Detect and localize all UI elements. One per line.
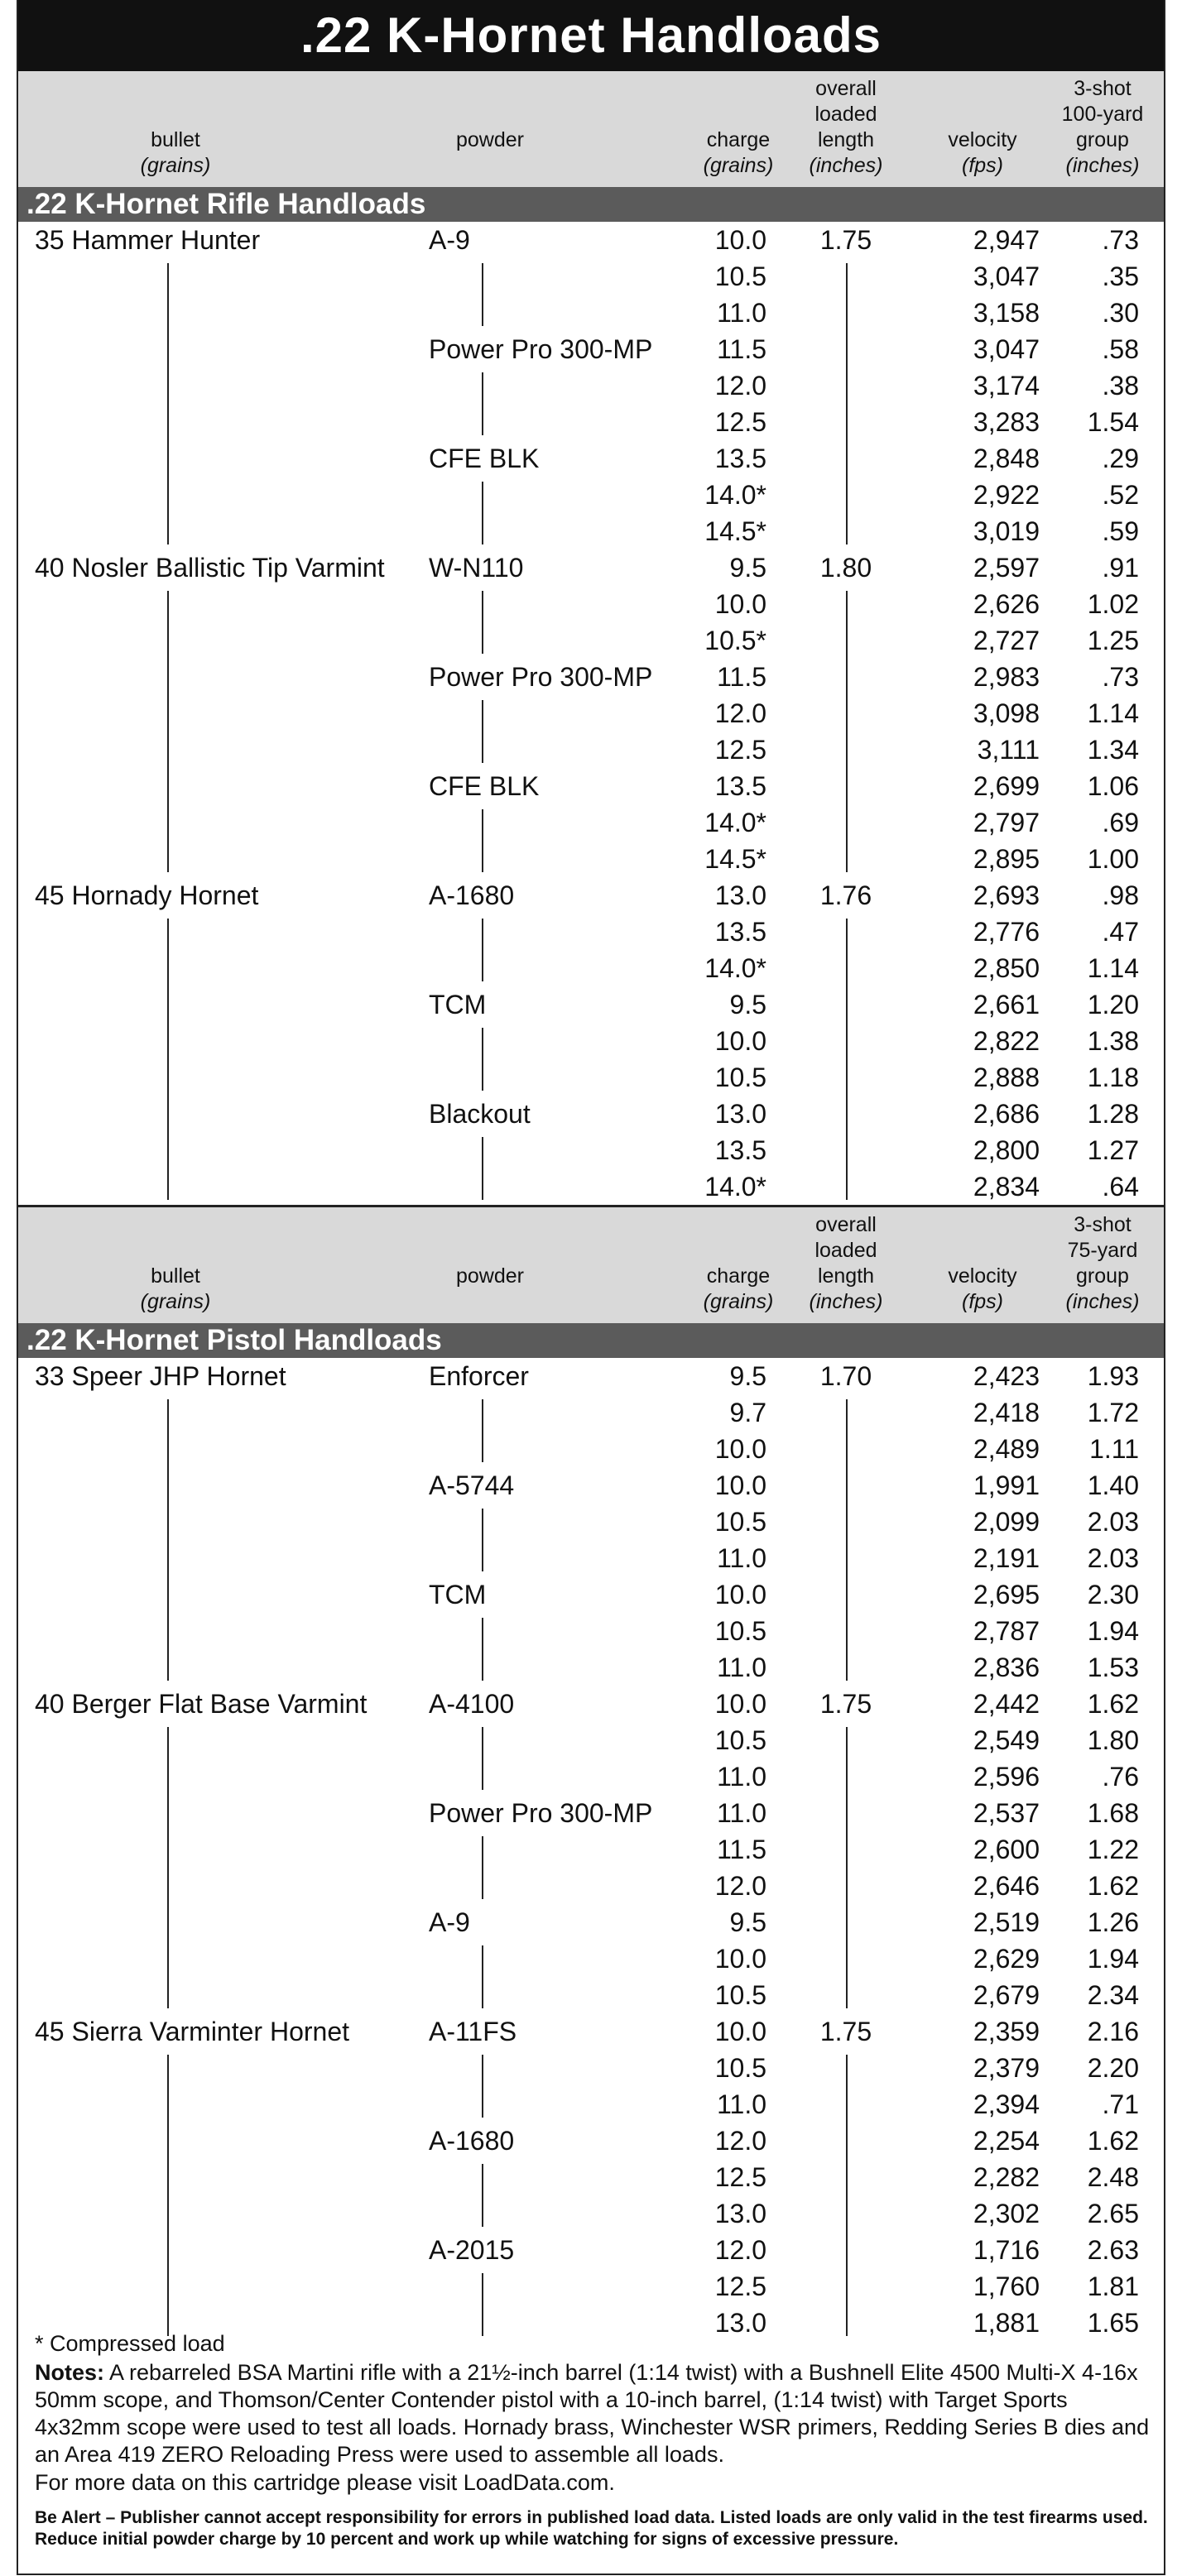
notes-label: Notes: bbox=[35, 2360, 105, 2385]
continuation-line bbox=[167, 2055, 169, 2336]
rifle-section-title: .22 K-Hornet Rifle Handloads bbox=[18, 187, 1164, 222]
table-row bbox=[18, 1831, 1164, 1868]
charge-cell: 14.5* bbox=[704, 844, 766, 874]
group-cell: 1.62 bbox=[1087, 1871, 1139, 1901]
continuation-line bbox=[167, 263, 169, 544]
group-cell: 1.02 bbox=[1087, 589, 1139, 619]
table-row bbox=[18, 1394, 1164, 1431]
charge-cell: 10.5* bbox=[704, 626, 766, 655]
continuation-line bbox=[846, 1727, 848, 2008]
velocity-cell: 3,174 bbox=[973, 371, 1040, 401]
table-row bbox=[18, 367, 1164, 404]
charge-cell: 13.0 bbox=[714, 1099, 766, 1129]
group-cell: 1.00 bbox=[1087, 844, 1139, 874]
continuation-line bbox=[482, 1399, 483, 1462]
charge-cell: 11.0 bbox=[717, 1543, 766, 1573]
charge-cell: 12.0 bbox=[714, 2126, 766, 2156]
continuation-line bbox=[482, 1137, 483, 1200]
powder-cell: A-9 bbox=[429, 1907, 470, 1937]
table-row bbox=[18, 1023, 1164, 1059]
table-row bbox=[18, 768, 1164, 804]
header-bullet: bullet (grains) bbox=[140, 1264, 211, 1313]
velocity-cell: 2,379 bbox=[973, 2053, 1040, 2083]
group-cell: .58 bbox=[1102, 334, 1139, 364]
velocity-cell: 2,442 bbox=[973, 1689, 1040, 1719]
velocity-cell: 2,888 bbox=[973, 1063, 1040, 1092]
header-powder: powder bbox=[456, 1264, 524, 1288]
header-velocity: velocity (fps) bbox=[948, 128, 1017, 177]
powder-cell: A-5744 bbox=[429, 1470, 515, 1500]
table-row bbox=[18, 1540, 1164, 1576]
continuation-line bbox=[846, 1399, 848, 1681]
velocity-cell: 2,850 bbox=[973, 953, 1040, 983]
oal-cell: 1.75 bbox=[819, 2017, 872, 2046]
group-cell: .98 bbox=[1102, 880, 1139, 910]
header-oal: overall loaded length (inches) bbox=[809, 77, 883, 177]
velocity-cell: 3,098 bbox=[973, 698, 1040, 728]
velocity-cell: 2,596 bbox=[973, 1762, 1040, 1792]
continuation-line bbox=[846, 919, 848, 1200]
velocity-cell: 2,947 bbox=[973, 225, 1040, 255]
group-cell: 2.03 bbox=[1087, 1507, 1139, 1537]
table-row bbox=[18, 732, 1164, 768]
header-group: 3-shot 75-yard group (inches) bbox=[1065, 1213, 1140, 1313]
pistol-section-title: .22 K-Hornet Pistol Handloads bbox=[18, 1323, 1164, 1358]
velocity-cell: 3,158 bbox=[973, 298, 1040, 328]
continuation-line bbox=[482, 1028, 483, 1091]
group-cell: 1.25 bbox=[1087, 626, 1139, 655]
charge-cell: 10.5 bbox=[714, 2053, 766, 2083]
header-powder: powder bbox=[456, 128, 524, 151]
group-cell: .59 bbox=[1102, 516, 1139, 546]
powder-cell: Enforcer bbox=[429, 1361, 529, 1391]
notes-text: A rebarreled BSA Martini rifle with a 21½-inch barrel (1:14 twist) with a Bushnell Elite 4500 Multi-X 4-16x 50mm scope, and Thomson/Center Contender pistol with a 10-inch barrel, (1:14 twist) with Target Sports 4x32mm scope were used to test all loads. Hornady brass, Winchester WSR primers, Redding Series B dies and an Area 419 ZERO Reloading Press were used to assemble all loads. bbox=[35, 2360, 1150, 2467]
header-bullet: bullet (grains) bbox=[140, 128, 211, 177]
table-row bbox=[18, 2013, 1164, 2050]
bullet-cell: 40 Nosler Ballistic Tip Varmint bbox=[35, 553, 385, 583]
table-row bbox=[18, 877, 1164, 914]
group-cell: .30 bbox=[1102, 298, 1139, 328]
powder-cell: Power Pro 300-MP bbox=[429, 334, 653, 364]
charge-cell: 10.0 bbox=[714, 589, 766, 619]
group-cell: .64 bbox=[1102, 1172, 1139, 1202]
group-cell: .91 bbox=[1102, 553, 1139, 583]
table-row bbox=[18, 1358, 1164, 1394]
group-cell: 2.30 bbox=[1087, 1580, 1139, 1609]
velocity-cell: 2,626 bbox=[973, 589, 1040, 619]
velocity-cell: 2,727 bbox=[973, 626, 1040, 655]
continuation-line bbox=[846, 2055, 848, 2336]
charge-cell: 14.0* bbox=[704, 808, 766, 837]
velocity-cell: 3,111 bbox=[977, 735, 1040, 765]
pistol-column-header bbox=[18, 1207, 1164, 1323]
group-cell: 1.72 bbox=[1087, 1398, 1139, 1427]
continuation-line bbox=[482, 1727, 483, 1790]
table-row bbox=[18, 914, 1164, 950]
powder-cell: Power Pro 300-MP bbox=[429, 1798, 653, 1828]
charge-cell: 12.5 bbox=[714, 2271, 766, 2301]
velocity-cell: 2,661 bbox=[973, 990, 1040, 1019]
charge-cell: 14.0* bbox=[704, 480, 766, 510]
table-row bbox=[18, 1722, 1164, 1758]
charge-cell: 12.0 bbox=[714, 371, 766, 401]
continuation-line bbox=[167, 919, 169, 1200]
group-cell: 1.11 bbox=[1089, 1434, 1139, 1464]
charge-cell: 10.0 bbox=[714, 225, 766, 255]
table-row bbox=[18, 222, 1164, 258]
table-row bbox=[18, 513, 1164, 549]
group-cell: .47 bbox=[1102, 917, 1139, 947]
velocity-cell: 2,549 bbox=[973, 1725, 1040, 1755]
charge-cell: 10.5 bbox=[714, 1507, 766, 1537]
charge-cell: 10.0 bbox=[714, 1434, 766, 1464]
table-row bbox=[18, 2268, 1164, 2305]
continuation-line bbox=[846, 591, 848, 872]
continuation-line bbox=[482, 591, 483, 654]
header-oal: overall loaded length (inches) bbox=[809, 1213, 883, 1313]
velocity-cell: 1,991 bbox=[973, 1470, 1040, 1500]
table-row bbox=[18, 1686, 1164, 1722]
charge-cell: 14.5* bbox=[704, 516, 766, 546]
charge-cell: 10.0 bbox=[714, 1470, 766, 1500]
velocity-cell: 2,699 bbox=[973, 771, 1040, 801]
charge-cell: 13.0 bbox=[714, 2308, 766, 2338]
charge-cell: 11.0 bbox=[717, 1762, 766, 1792]
continuation-line bbox=[482, 1509, 483, 1571]
compressed-note: * Compressed load bbox=[35, 2331, 225, 2356]
charge-cell: 13.5 bbox=[714, 444, 766, 473]
charge-cell: 10.0 bbox=[714, 1944, 766, 1974]
velocity-cell: 2,423 bbox=[973, 1361, 1040, 1391]
velocity-cell: 2,489 bbox=[973, 1434, 1040, 1464]
powder-cell: TCM bbox=[429, 1580, 487, 1609]
header-charge: charge (grains) bbox=[703, 128, 774, 177]
group-cell: 1.94 bbox=[1087, 1616, 1139, 1646]
velocity-cell: 2,787 bbox=[973, 1616, 1040, 1646]
velocity-cell: 2,695 bbox=[973, 1580, 1040, 1609]
group-cell: 1.06 bbox=[1087, 771, 1139, 801]
group-cell: 1.26 bbox=[1087, 1907, 1139, 1937]
charge-cell: 9.7 bbox=[729, 1398, 766, 1427]
velocity-cell: 2,679 bbox=[973, 1980, 1040, 2010]
powder-cell: A-1680 bbox=[429, 2126, 515, 2156]
charge-cell: 14.0* bbox=[704, 953, 766, 983]
velocity-cell: 2,983 bbox=[973, 662, 1040, 692]
group-cell: 2.48 bbox=[1087, 2162, 1139, 2192]
group-cell: 2.65 bbox=[1087, 2199, 1139, 2228]
group-cell: 2.34 bbox=[1087, 1980, 1139, 2010]
velocity-cell: 2,537 bbox=[973, 1798, 1040, 1828]
group-cell: 1.18 bbox=[1087, 1063, 1139, 1092]
group-cell: 2.16 bbox=[1087, 2017, 1139, 2046]
table-row bbox=[18, 659, 1164, 695]
group-cell: .76 bbox=[1102, 1762, 1139, 1792]
charge-cell: 13.5 bbox=[714, 1135, 766, 1165]
table-row bbox=[18, 1467, 1164, 1504]
continuation-line bbox=[846, 263, 848, 544]
velocity-cell: 1,760 bbox=[973, 2271, 1040, 2301]
table-row bbox=[18, 841, 1164, 877]
continuation-line bbox=[167, 1399, 169, 1681]
table-row bbox=[18, 1168, 1164, 1205]
table-row bbox=[18, 1613, 1164, 1649]
velocity-cell: 1,716 bbox=[973, 2235, 1040, 2265]
bullet-cell: 45 Hornady Hornet bbox=[35, 880, 259, 910]
continuation-line bbox=[482, 2273, 483, 2336]
velocity-cell: 3,047 bbox=[973, 334, 1040, 364]
group-cell: 1.40 bbox=[1087, 1470, 1139, 1500]
charge-cell: 13.0 bbox=[714, 880, 766, 910]
velocity-cell: 2,519 bbox=[973, 1907, 1040, 1937]
continuation-line bbox=[482, 919, 483, 981]
table-row bbox=[18, 2232, 1164, 2268]
group-cell: 1.65 bbox=[1087, 2308, 1139, 2338]
group-cell: 1.28 bbox=[1087, 1099, 1139, 1129]
load-data-table bbox=[17, 0, 1165, 2575]
oal-cell: 1.80 bbox=[819, 553, 872, 583]
velocity-cell: 2,686 bbox=[973, 1099, 1040, 1129]
table-row bbox=[18, 2086, 1164, 2123]
group-cell: 1.80 bbox=[1087, 1725, 1139, 1755]
notes bbox=[35, 2359, 1152, 2468]
charge-cell: 11.0 bbox=[717, 298, 766, 328]
group-cell: .52 bbox=[1102, 480, 1139, 510]
oal-cell: 1.70 bbox=[819, 1361, 872, 1391]
charge-cell: 10.0 bbox=[714, 1580, 766, 1609]
charge-cell: 10.0 bbox=[714, 1689, 766, 1719]
charge-cell: 12.0 bbox=[714, 1871, 766, 1901]
table-row bbox=[18, 1504, 1164, 1540]
group-cell: 1.38 bbox=[1087, 1026, 1139, 1056]
oal-cell: 1.75 bbox=[819, 225, 872, 255]
continuation-line bbox=[482, 2055, 483, 2118]
charge-cell: 10.5 bbox=[714, 1725, 766, 1755]
powder-cell: Blackout bbox=[429, 1099, 531, 1129]
velocity-cell: 3,283 bbox=[973, 407, 1040, 437]
table-row bbox=[18, 258, 1164, 295]
velocity-cell: 2,797 bbox=[973, 808, 1040, 837]
group-cell: 1.81 bbox=[1087, 2271, 1139, 2301]
charge-cell: 10.5 bbox=[714, 261, 766, 291]
group-cell: 2.03 bbox=[1087, 1543, 1139, 1573]
group-cell: 2.63 bbox=[1087, 2235, 1139, 2265]
table-row bbox=[18, 622, 1164, 659]
continuation-line bbox=[482, 1836, 483, 1899]
table-row bbox=[18, 1795, 1164, 1831]
table-row bbox=[18, 1758, 1164, 1795]
bullet-cell: 40 Berger Flat Base Varmint bbox=[35, 1689, 368, 1719]
table-row bbox=[18, 1096, 1164, 1132]
page-title: .22 K-Hornet Handloads bbox=[18, 0, 1164, 71]
table-row bbox=[18, 331, 1164, 367]
charge-cell: 9.5 bbox=[729, 1907, 766, 1937]
group-cell: 1.14 bbox=[1087, 698, 1139, 728]
table-row bbox=[18, 986, 1164, 1023]
continuation-line bbox=[482, 1618, 483, 1681]
charge-cell: 12.5 bbox=[714, 407, 766, 437]
table-row bbox=[18, 1649, 1164, 1686]
continuation-line bbox=[482, 263, 483, 326]
table-row bbox=[18, 1977, 1164, 2013]
powder-cell: A-1680 bbox=[429, 880, 515, 910]
charge-cell: 13.0 bbox=[714, 2199, 766, 2228]
group-cell: 1.94 bbox=[1087, 1944, 1139, 1974]
table-row bbox=[18, 950, 1164, 986]
powder-cell: Power Pro 300-MP bbox=[429, 662, 653, 692]
charge-cell: 14.0* bbox=[704, 1172, 766, 1202]
charge-cell: 11.0 bbox=[717, 2089, 766, 2119]
group-cell: 1.22 bbox=[1087, 1835, 1139, 1864]
group-cell: .69 bbox=[1102, 808, 1139, 837]
velocity-cell: 2,191 bbox=[973, 1543, 1040, 1573]
table-row bbox=[18, 2123, 1164, 2159]
header-group: 3-shot 100-yard group (inches) bbox=[1061, 77, 1144, 177]
continuation-line bbox=[482, 809, 483, 872]
powder-cell: A-2015 bbox=[429, 2235, 515, 2265]
bullet-cell: 45 Sierra Varminter Hornet bbox=[35, 2017, 349, 2046]
velocity-cell: 2,394 bbox=[973, 2089, 1040, 2119]
group-cell: 1.27 bbox=[1087, 1135, 1139, 1165]
velocity-cell: 3,047 bbox=[973, 261, 1040, 291]
velocity-cell: 2,597 bbox=[973, 553, 1040, 583]
table-row bbox=[18, 1868, 1164, 1904]
velocity-cell: 2,848 bbox=[973, 444, 1040, 473]
charge-cell: 11.5 bbox=[717, 662, 766, 692]
table-row bbox=[18, 2159, 1164, 2195]
table-row bbox=[18, 695, 1164, 732]
group-cell: 1.20 bbox=[1087, 990, 1139, 1019]
continuation-line bbox=[482, 1945, 483, 2008]
charge-cell: 12.5 bbox=[714, 2162, 766, 2192]
table-row bbox=[18, 1059, 1164, 1096]
velocity-cell: 2,646 bbox=[973, 1871, 1040, 1901]
table-row bbox=[18, 1904, 1164, 1940]
group-cell: .29 bbox=[1102, 444, 1139, 473]
group-cell: 1.34 bbox=[1087, 735, 1139, 765]
velocity-cell: 2,836 bbox=[973, 1653, 1040, 1682]
velocity-cell: 2,302 bbox=[973, 2199, 1040, 2228]
powder-cell: A-11FS bbox=[429, 2017, 517, 2046]
more-data-note: For more data on this cartridge please visit LoadData.com. bbox=[35, 2470, 615, 2495]
charge-cell: 9.5 bbox=[729, 990, 766, 1019]
table-row bbox=[18, 440, 1164, 477]
charge-cell: 13.5 bbox=[714, 771, 766, 801]
powder-cell: TCM bbox=[429, 990, 487, 1019]
group-cell: 1.68 bbox=[1087, 1798, 1139, 1828]
charge-cell: 11.5 bbox=[717, 1835, 766, 1864]
alert-disclaimer: Be Alert – Publisher cannot accept responsibility for errors in published load data. Listed loads are only valid in the test firearms used. Reduce initial powder charge by 10 percent and work up while watching for signs of excessive pressure. bbox=[35, 2508, 1148, 2549]
velocity-cell: 2,359 bbox=[973, 2017, 1040, 2046]
table-row bbox=[18, 1132, 1164, 1168]
header-charge: charge (grains) bbox=[703, 1264, 774, 1313]
group-cell: .35 bbox=[1102, 261, 1139, 291]
group-cell: 1.62 bbox=[1087, 1689, 1139, 1719]
group-cell: 1.62 bbox=[1087, 2126, 1139, 2156]
continuation-line bbox=[482, 482, 483, 544]
charge-cell: 11.5 bbox=[717, 334, 766, 364]
velocity-cell: 2,895 bbox=[973, 844, 1040, 874]
velocity-cell: 2,254 bbox=[973, 2126, 1040, 2156]
charge-cell: 13.5 bbox=[714, 917, 766, 947]
velocity-cell: 2,822 bbox=[973, 1026, 1040, 1056]
charge-cell: 10.0 bbox=[714, 1026, 766, 1056]
charge-cell: 10.5 bbox=[714, 1616, 766, 1646]
group-cell: .73 bbox=[1102, 662, 1139, 692]
charge-cell: 9.5 bbox=[729, 553, 766, 583]
group-cell: 1.93 bbox=[1087, 1361, 1139, 1391]
charge-cell: 10.5 bbox=[714, 1980, 766, 2010]
charge-cell: 12.0 bbox=[714, 2235, 766, 2265]
continuation-line bbox=[482, 700, 483, 763]
table-row bbox=[18, 295, 1164, 331]
powder-cell: CFE BLK bbox=[429, 771, 540, 801]
velocity-cell: 2,282 bbox=[973, 2162, 1040, 2192]
velocity-cell: 2,629 bbox=[973, 1944, 1040, 1974]
table-row bbox=[18, 804, 1164, 841]
table-row bbox=[18, 1940, 1164, 1977]
group-cell: 1.14 bbox=[1087, 953, 1139, 983]
continuation-line bbox=[167, 591, 169, 872]
powder-cell: A-9 bbox=[429, 225, 470, 255]
velocity-cell: 2,834 bbox=[973, 1172, 1040, 1202]
charge-cell: 11.0 bbox=[717, 1653, 766, 1682]
table-row bbox=[18, 2050, 1164, 2086]
velocity-cell: 2,099 bbox=[973, 1507, 1040, 1537]
powder-cell: W-N110 bbox=[429, 553, 524, 583]
oal-cell: 1.75 bbox=[819, 1689, 872, 1719]
velocity-cell: 2,600 bbox=[973, 1835, 1040, 1864]
charge-cell: 12.5 bbox=[714, 735, 766, 765]
velocity-cell: 2,418 bbox=[973, 1398, 1040, 1427]
velocity-cell: 2,693 bbox=[973, 880, 1040, 910]
charge-cell: 9.5 bbox=[729, 1361, 766, 1391]
charge-cell: 10.0 bbox=[714, 2017, 766, 2046]
group-cell: 1.53 bbox=[1087, 1653, 1139, 1682]
table-row bbox=[18, 404, 1164, 440]
group-cell: 1.54 bbox=[1087, 407, 1139, 437]
rifle-column-header bbox=[18, 71, 1164, 187]
group-cell: .38 bbox=[1102, 371, 1139, 401]
powder-cell: CFE BLK bbox=[429, 444, 540, 473]
group-cell: .73 bbox=[1102, 225, 1139, 255]
table-row bbox=[18, 1576, 1164, 1613]
oal-cell: 1.76 bbox=[819, 880, 872, 910]
charge-cell: 12.0 bbox=[714, 698, 766, 728]
bullet-cell: 35 Hammer Hunter bbox=[35, 225, 261, 255]
velocity-cell: 2,922 bbox=[973, 480, 1040, 510]
velocity-cell: 3,019 bbox=[973, 516, 1040, 546]
table-row bbox=[18, 549, 1164, 586]
charge-cell: 10.5 bbox=[714, 1063, 766, 1092]
table-row bbox=[18, 586, 1164, 622]
header-velocity: velocity (fps) bbox=[948, 1264, 1017, 1313]
charge-cell: 11.0 bbox=[717, 1798, 766, 1828]
velocity-cell: 1,881 bbox=[973, 2308, 1040, 2338]
powder-cell: A-4100 bbox=[429, 1689, 515, 1719]
group-cell: .71 bbox=[1102, 2089, 1139, 2119]
table-row bbox=[18, 2195, 1164, 2232]
velocity-cell: 2,776 bbox=[973, 917, 1040, 947]
continuation-line bbox=[482, 2164, 483, 2227]
velocity-cell: 2,800 bbox=[973, 1135, 1040, 1165]
table-row bbox=[18, 477, 1164, 513]
group-cell: 2.20 bbox=[1087, 2053, 1139, 2083]
bullet-cell: 33 Speer JHP Hornet bbox=[35, 1361, 286, 1391]
continuation-line bbox=[482, 372, 483, 435]
table-row bbox=[18, 1431, 1164, 1467]
continuation-line bbox=[167, 1727, 169, 2008]
